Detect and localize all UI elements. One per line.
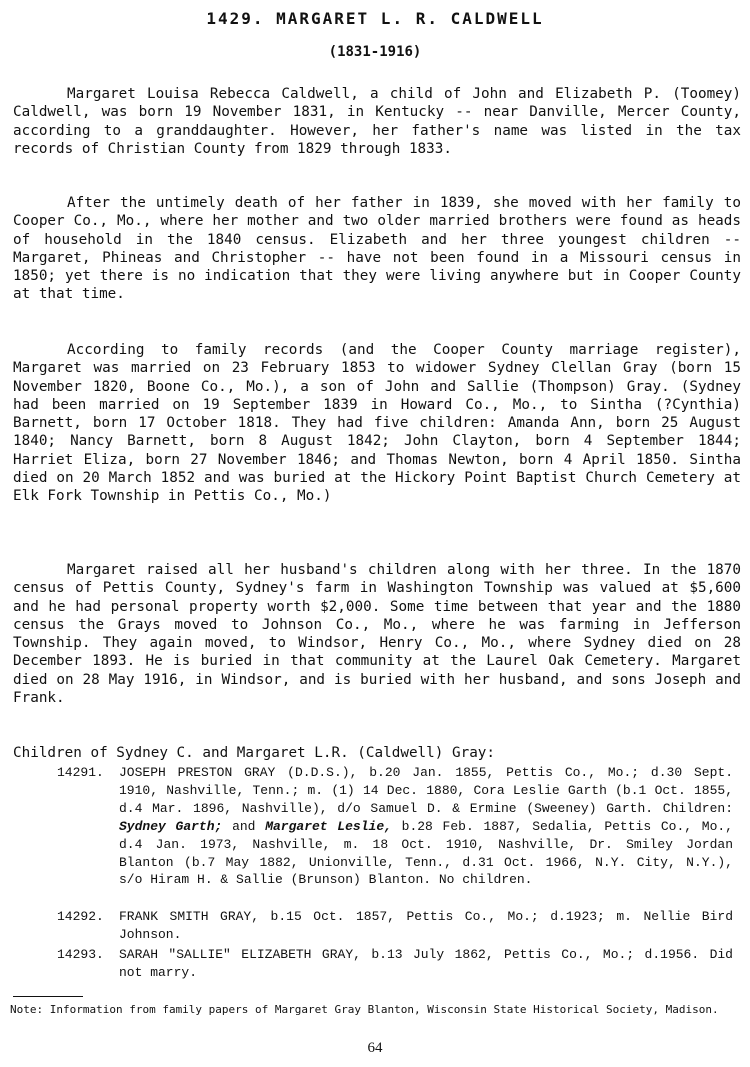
- child-entry: [57, 908, 733, 944]
- paragraph-marriage: According to family records (and the Cooper County marriage register), Margaret was married on 23 February 1853 to widower Sydney Clellan Gray (born 15 November 1820, Boone Co., Mo.), a son of John and Sallie (Thompson) Gray. (Sydney had been married on 19 September 1839 in Howard Co., Mo., to Sintha (?Cynthia) Barnett, born 17 October 1818. They had five children: Amanda Ann, born 25 August 1840; Nancy Barnett, born 8 August 1842; John Clayton, born 4 September 1844; Harriet Eliza, born 27 November 1846; and Thomas Newton, born 4 April 1850. Sintha died on 20 March 1852 and was buried at the Hickory Point Baptist Church Cemetery at Elk Fork Township in Pettis Co., Mo.): [13, 342, 741, 505]
- page-number: 64: [367, 1040, 383, 1056]
- child-entry: [57, 946, 733, 982]
- child-number: 14292.: [57, 909, 104, 924]
- child-number: 14293.: [57, 947, 104, 962]
- paragraph-family-move: After the untimely death of her father in 1839, she moved with her family to Cooper Co., Mo., where her mother and two older married brothers were found as heads of household in the 1840 census. Elizabeth and her three youngest children -- Margaret, Phineas and Christopher -- have not been found in a Missouri census in 1850; yet there is no indication that they were living anywhere but in Cooper County at that time.: [13, 195, 741, 303]
- child-text: FRANK SMITH GRAY, b.15 Oct. 1857, Pettis Co., Mo.; d.1923; m. Nellie Bird Johnson.: [119, 909, 733, 942]
- children-heading: Children of Sydney C. and Margaret L.R. (Caldwell) Gray:: [13, 745, 496, 761]
- child-text: JOSEPH PRESTON GRAY (D.D.S.), b.20 Jan. 1855, Pettis Co., Mo.; d.30 Sept. 1910, Nashville, Tenn.; m. (1) 14 Dec. 1880, Cora Leslie Garth (b.1 Oct. 1855, d.4 Mar. 1896, Nashville), d/o Samuel D. & Ermine (Sweeney) Garth. Children: Sydney Garth; and Margaret Leslie, b.28 Feb. 1887, Sedalia, Pettis Co., Mo., d.4 Jan. 1973, Nashville, m. 18 Oct. 1910, Nashville, Dr. Smiley Jordan Blanton (b.7 May 1882, Unionville, Tenn., d.31 Oct. 1966, N.Y. City, N.Y.), s/o Hiram H. & Sallie (Brunson) Blanton. No children.: [119, 765, 733, 888]
- child-text: SARAH "SALLIE" ELIZABETH GRAY, b.13 July 1862, Pettis Co., Mo.; d.1956. Did not marry.: [119, 947, 733, 980]
- footnote-divider: [13, 996, 83, 997]
- page-title: 1429. MARGARET L. R. CALDWELL: [206, 9, 544, 28]
- paragraph-later-life: Margaret raised all her husband's children along with her three. In the 1870 census of Pettis County, Sydney's farm in Washington Township was valued at $5,600 and he had personal property worth $2,000. Some time between that year and the 1880 census the Grays moved to Johnson Co., Mo., where he was farming in Jefferson Township. They again moved, to Windsor, Henry Co., Mo., where Sydney died on 28 December 1893. He is buried in that community at the Laurel Oak Cemetery. Margaret died on 28 May 1916, in Windsor, and is buried with her husband, and sons Joseph and Frank.: [13, 562, 741, 707]
- life-dates: (1831-1916): [328, 44, 422, 60]
- paragraph-birth: Margaret Louisa Rebecca Caldwell, a child of John and Elizabeth P. (Toomey) Caldwell, was born 19 November 1831, in Kentucky -- near Danville, Mercer County, according to a granddaughter. However, her father's name was listed in the tax records of Christian County from 1829 through 1833.: [13, 86, 741, 157]
- child-number: 14291.: [57, 765, 104, 780]
- footnote: Note: Information from family papers of Margaret Gray Blanton, Wisconsin State Historical Society, Madison.: [10, 1003, 719, 1016]
- child-entry: [57, 764, 733, 889]
